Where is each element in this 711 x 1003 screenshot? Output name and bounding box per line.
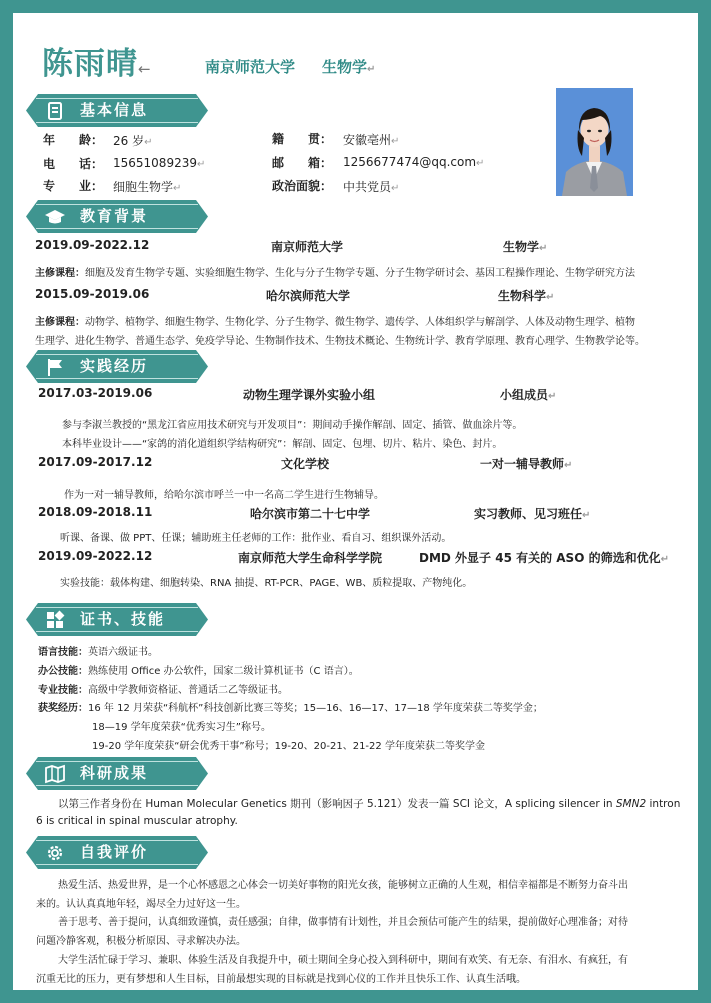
practice-1-desc-2: 本科毕业设计——“家鸽的消化道组织学结构研究”：解剖、固定、包埋、切片、粘片、染色、封片。 — [62, 439, 503, 450]
native-label: 籍 贯： — [272, 132, 333, 146]
section-title: 基本信息 — [80, 101, 149, 119]
self-p3-1: 大学生活忙碌于学习、兼职、体验生活及自我提升中，硕士期间全身心投入到科研中，期间有欢笑、有无奈、有泪水、有疯狂，有 — [58, 955, 628, 966]
skill-award-3: 19-20 学年度荣获“研会优秀干事”称号；19-20、20-21、21-22 学年度荣获二等奖学金 — [92, 741, 485, 752]
profile-photo — [556, 88, 633, 196]
section-header-skills — [26, 603, 208, 636]
practice-4-org: 南京师范大学生命科学学院 — [238, 551, 383, 565]
phone-label: 电 话： — [43, 157, 104, 171]
section-header-education — [26, 200, 208, 233]
skill-award-2: 18—19 学年度荣获“优秀实习生”称号。 — [92, 722, 271, 733]
practice-2-desc: 作为一对一辅导教师，给哈尔滨市呼兰一中一名高二学生进行生物辅导。 — [64, 490, 384, 501]
politics-label: 政治面貌： — [272, 179, 333, 193]
research-line-2: 6 is critical in spinal muscular atrophy. — [36, 815, 238, 827]
self-p1-2: 来的。认认真真地年轻，竭尽全力过好这一生。 — [36, 899, 246, 910]
edu-2-period: 2015.09-2019.06 — [35, 287, 150, 301]
edu-2-school: 哈尔滨师范大学 — [266, 289, 351, 303]
self-p1-1: 热爱生活、热爱世界，是一个心怀感恩之心体会一切美好事物的阳光女孩，能够树立正确的人生观，相信幸福都是不断努力奋斗出 — [58, 880, 628, 891]
practice-3-period: 2018.09-2018.11 — [38, 505, 153, 519]
section-title: 教育背景 — [80, 207, 149, 225]
self-p3-2: 沉重无比的压力，更有梦想和人生目标，目前最想实现的目标就是找到心仪的工作并且快乐工作、认真生活哦。 — [36, 974, 526, 985]
practice-2-role: 一对一辅导教师↵ — [480, 457, 573, 471]
skill-awards: 获奖经历：16 年 12 月荣获“科航杯”科技创新比赛三等奖；15—16、16—17、17—18 学年度荣获二等奖学金； — [38, 703, 543, 714]
person-name: 陈雨晴← — [42, 46, 152, 82]
practice-3-org: 哈尔滨市第二十七中学 — [250, 507, 371, 521]
section-title: 自我评价 — [80, 843, 149, 861]
map-icon — [44, 763, 66, 785]
age-label: 年 龄： — [43, 133, 104, 147]
self-p2-2: 问题冷静客观，积极分析原因、寻求解决办法。 — [36, 936, 246, 947]
edu-2-major: 生物科学↵ — [498, 289, 555, 303]
section-title: 科研成果 — [80, 764, 149, 782]
major-value: 细胞生物学↵ — [113, 180, 182, 194]
practice-1-desc-1: 参与李淑兰教授的“黑龙江省应用技术研究与开发项目”：期间动手操作解剖、固定、插管、做血涂片等。 — [62, 420, 523, 431]
section-header-basic — [26, 94, 208, 127]
edu-1-period: 2019.09-2022.12 — [35, 238, 150, 252]
practice-4-period: 2019.09-2022.12 — [38, 549, 153, 563]
edu-1-school: 南京师范大学 — [271, 240, 344, 254]
major-label: 专 业： — [43, 179, 104, 193]
practice-2-period: 2017.09-2017.12 — [38, 455, 153, 469]
politics-value: 中共党员↵ — [343, 180, 400, 194]
edu-1-courses: 主修课程：细胞及发育生物学专题、实验细胞生物学、生化与分子生物学专题、分子生物学研讨会、基因工程操作理论、生物学研究方法 — [35, 268, 635, 279]
practice-4-desc: 实验技能：载体构建、细胞转染、RNA 抽提、RT-PCR、PAGE、WB、质粒提取、产物纯化。 — [60, 578, 473, 589]
phone-value: 15651089239↵ — [113, 156, 206, 170]
skill-office: 办公技能：熟练使用 Office 办公软件，国家二级计算机证书（C 语言）。 — [38, 666, 359, 677]
practice-1-period: 2017.03-2019.06 — [38, 386, 153, 400]
practice-2-org: 文化学校 — [281, 457, 330, 471]
email-label: 邮 箱： — [272, 156, 333, 170]
document-icon — [44, 100, 66, 122]
section-title: 证书、技能 — [80, 610, 166, 628]
edu-2-courses-2: 生理学、进化生物学、普通生态学、免疫学导论、生物制作技术、生物技术概论、生物统计学、教育学原理、教育心理学、生物教学论等。 — [35, 336, 645, 347]
email-value: 1256677474@qq.com↵ — [343, 155, 485, 169]
section-title: 实践经历 — [80, 357, 149, 375]
header-school: 南京师范大学 — [205, 58, 296, 76]
gear-icon — [44, 842, 66, 864]
practice-3-role: 实习教师、见习班任↵ — [474, 507, 591, 521]
practice-4-role: DMD 外显子 45 有关的 ASO 的筛选和优化↵ — [419, 551, 669, 565]
skill-professional: 专业技能：高级中学教师资格证、普通话二乙等级证书。 — [38, 685, 288, 696]
practice-1-org: 动物生理学课外实验小组 — [243, 388, 376, 402]
section-header-self — [26, 836, 208, 869]
edu-1-major: 生物学↵ — [503, 240, 548, 254]
self-p2-1: 善于思考、善于提问，认真细致谨慎，责任感强；自律，做事情有计划性，并且会预估可能产生的结果，提前做好心理准备；对待 — [58, 917, 628, 928]
edu-2-courses-1: 主修课程：动物学、植物学、细胞生物学、生物化学、分子生物学、微生物学、遗传学、人体组织学与解剖学、人体及动物生理学、植物 — [35, 317, 635, 328]
research-line-1: 以第三作者身份在 Human Molecular Genetics 期刊（影响因子 5.121）发表一篇 SCI 论文，A splicing silencer in SMN2 intron — [58, 798, 681, 810]
section-header-practice — [26, 350, 208, 383]
flag-icon — [44, 356, 66, 378]
section-header-research — [26, 757, 208, 790]
grid-icon — [44, 609, 66, 631]
header-major: 生物学↵ — [322, 58, 376, 76]
native-value: 安徽亳州↵ — [343, 133, 400, 147]
age-value: 26 岁↵ — [113, 134, 153, 148]
skill-language: 语言技能：英语六级证书。 — [38, 647, 158, 658]
practice-1-role: 小组成员↵ — [500, 388, 557, 402]
graduation-cap-icon — [44, 206, 66, 228]
practice-3-desc: 听课、备课、做 PPT、任课；辅助班主任老师的工作：批作业、看自习、组织课外活动。 — [60, 533, 452, 544]
